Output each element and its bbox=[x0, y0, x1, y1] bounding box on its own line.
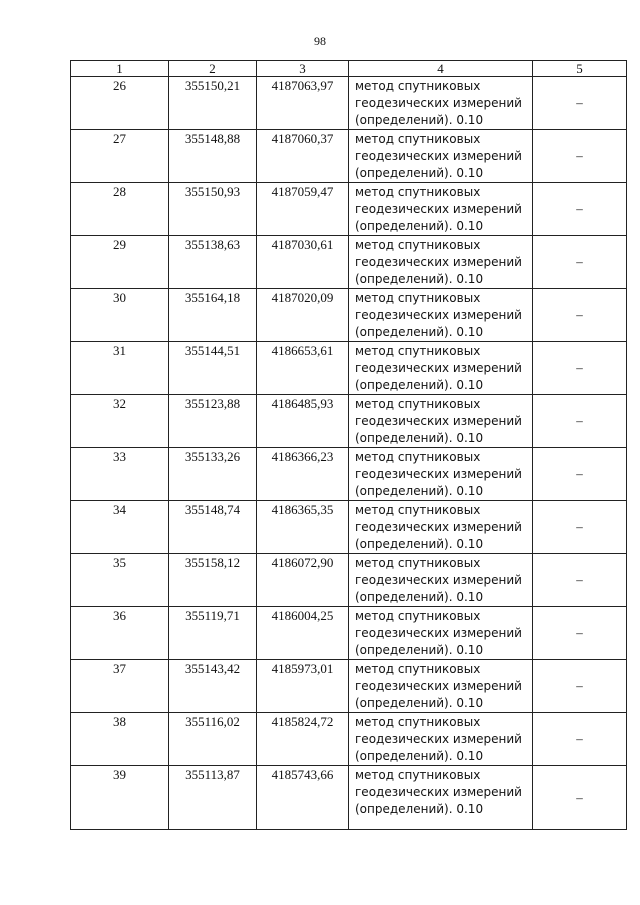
note-cell: – bbox=[533, 236, 627, 289]
table-row bbox=[71, 501, 627, 554]
x-coordinate-cell: 355116,02 bbox=[169, 713, 257, 766]
note-cell: – bbox=[533, 766, 627, 830]
table-row bbox=[71, 766, 627, 830]
table-row bbox=[71, 236, 627, 289]
method-cell: метод спутниковых геодезических измерений (определений). 0.10 bbox=[349, 607, 533, 660]
y-coordinate-cell: 4186072,90 bbox=[257, 554, 349, 607]
method-cell: метод спутниковых геодезических измерений (определений). 0.10 bbox=[349, 448, 533, 501]
note-cell: – bbox=[533, 395, 627, 448]
point-number-cell: 37 bbox=[71, 660, 169, 713]
y-coordinate-cell: 4187059,47 bbox=[257, 183, 349, 236]
y-coordinate-cell: 4186653,61 bbox=[257, 342, 349, 395]
method-cell: метод спутниковых геодезических измерений (определений). 0.10 bbox=[349, 289, 533, 342]
method-cell: метод спутниковых геодезических измерений (определений). 0.10 bbox=[349, 554, 533, 607]
point-number-cell: 33 bbox=[71, 448, 169, 501]
y-coordinate-cell: 4187020,09 bbox=[257, 289, 349, 342]
column-header-5: 5 bbox=[533, 61, 627, 77]
method-cell: метод спутниковых геодезических измерений (определений). 0.10 bbox=[349, 713, 533, 766]
x-coordinate-cell: 355133,26 bbox=[169, 448, 257, 501]
note-cell: – bbox=[533, 448, 627, 501]
point-number-cell: 27 bbox=[71, 130, 169, 183]
point-number-cell: 34 bbox=[71, 501, 169, 554]
note-cell: – bbox=[533, 77, 627, 130]
method-cell: метод спутниковых геодезических измерений (определений). 0.10 bbox=[349, 660, 533, 713]
point-number-cell: 28 bbox=[71, 183, 169, 236]
page-number: 98 bbox=[314, 34, 326, 48]
table-row bbox=[71, 289, 627, 342]
y-coordinate-cell: 4186366,23 bbox=[257, 448, 349, 501]
x-coordinate-cell: 355164,18 bbox=[169, 289, 257, 342]
method-cell: метод спутниковых геодезических измерений (определений). 0.10 bbox=[349, 766, 533, 830]
method-cell: метод спутниковых геодезических измерений (определений). 0.10 bbox=[349, 236, 533, 289]
point-number-cell: 31 bbox=[71, 342, 169, 395]
x-coordinate-cell: 355119,71 bbox=[169, 607, 257, 660]
y-coordinate-cell: 4187030,61 bbox=[257, 236, 349, 289]
column-header-4: 4 bbox=[349, 61, 533, 77]
y-coordinate-cell: 4186485,93 bbox=[257, 395, 349, 448]
x-coordinate-cell: 355150,21 bbox=[169, 77, 257, 130]
table-row bbox=[71, 448, 627, 501]
note-cell: – bbox=[533, 342, 627, 395]
note-cell: – bbox=[533, 554, 627, 607]
table-body bbox=[71, 77, 627, 830]
column-header-3: 3 bbox=[257, 61, 349, 77]
y-coordinate-cell: 4185743,66 bbox=[257, 766, 349, 830]
table-row bbox=[71, 713, 627, 766]
x-coordinate-cell: 355148,88 bbox=[169, 130, 257, 183]
method-cell: метод спутниковых геодезических измерений (определений). 0.10 bbox=[349, 342, 533, 395]
note-cell: – bbox=[533, 660, 627, 713]
method-cell: метод спутниковых геодезических измерений (определений). 0.10 bbox=[349, 183, 533, 236]
note-cell: – bbox=[533, 130, 627, 183]
column-header-1: 1 bbox=[71, 61, 169, 77]
y-coordinate-cell: 4186365,35 bbox=[257, 501, 349, 554]
table-row bbox=[71, 77, 627, 130]
method-cell: метод спутниковых геодезических измерений (определений). 0.10 bbox=[349, 501, 533, 554]
x-coordinate-cell: 355113,87 bbox=[169, 766, 257, 830]
x-coordinate-cell: 355148,74 bbox=[169, 501, 257, 554]
x-coordinate-cell: 355123,88 bbox=[169, 395, 257, 448]
point-number-cell: 35 bbox=[71, 554, 169, 607]
note-cell: – bbox=[533, 501, 627, 554]
point-number-cell: 30 bbox=[71, 289, 169, 342]
y-coordinate-cell: 4187060,37 bbox=[257, 130, 349, 183]
table-row bbox=[71, 395, 627, 448]
method-cell: метод спутниковых геодезических измерений (определений). 0.10 bbox=[349, 130, 533, 183]
column-header-2: 2 bbox=[169, 61, 257, 77]
table-row bbox=[71, 607, 627, 660]
x-coordinate-cell: 355158,12 bbox=[169, 554, 257, 607]
point-number-cell: 32 bbox=[71, 395, 169, 448]
table-row bbox=[71, 660, 627, 713]
method-cell: метод спутниковых геодезических измерений (определений). 0.10 bbox=[349, 77, 533, 130]
point-number-cell: 26 bbox=[71, 77, 169, 130]
y-coordinate-cell: 4186004,25 bbox=[257, 607, 349, 660]
table-row bbox=[71, 183, 627, 236]
point-number-cell: 29 bbox=[71, 236, 169, 289]
y-coordinate-cell: 4187063,97 bbox=[257, 77, 349, 130]
x-coordinate-cell: 355138,63 bbox=[169, 236, 257, 289]
x-coordinate-cell: 355143,42 bbox=[169, 660, 257, 713]
point-number-cell: 36 bbox=[71, 607, 169, 660]
note-cell: – bbox=[533, 183, 627, 236]
table-header-row bbox=[71, 61, 627, 77]
x-coordinate-cell: 355144,51 bbox=[169, 342, 257, 395]
y-coordinate-cell: 4185824,72 bbox=[257, 713, 349, 766]
point-number-cell: 39 bbox=[71, 766, 169, 830]
note-cell: – bbox=[533, 607, 627, 660]
table-row bbox=[71, 554, 627, 607]
method-cell: метод спутниковых геодезических измерений (определений). 0.10 bbox=[349, 395, 533, 448]
y-coordinate-cell: 4185973,01 bbox=[257, 660, 349, 713]
x-coordinate-cell: 355150,93 bbox=[169, 183, 257, 236]
table-row bbox=[71, 130, 627, 183]
note-cell: – bbox=[533, 289, 627, 342]
coordinates-table bbox=[70, 60, 627, 830]
point-number-cell: 38 bbox=[71, 713, 169, 766]
note-cell: – bbox=[533, 713, 627, 766]
table-row bbox=[71, 342, 627, 395]
